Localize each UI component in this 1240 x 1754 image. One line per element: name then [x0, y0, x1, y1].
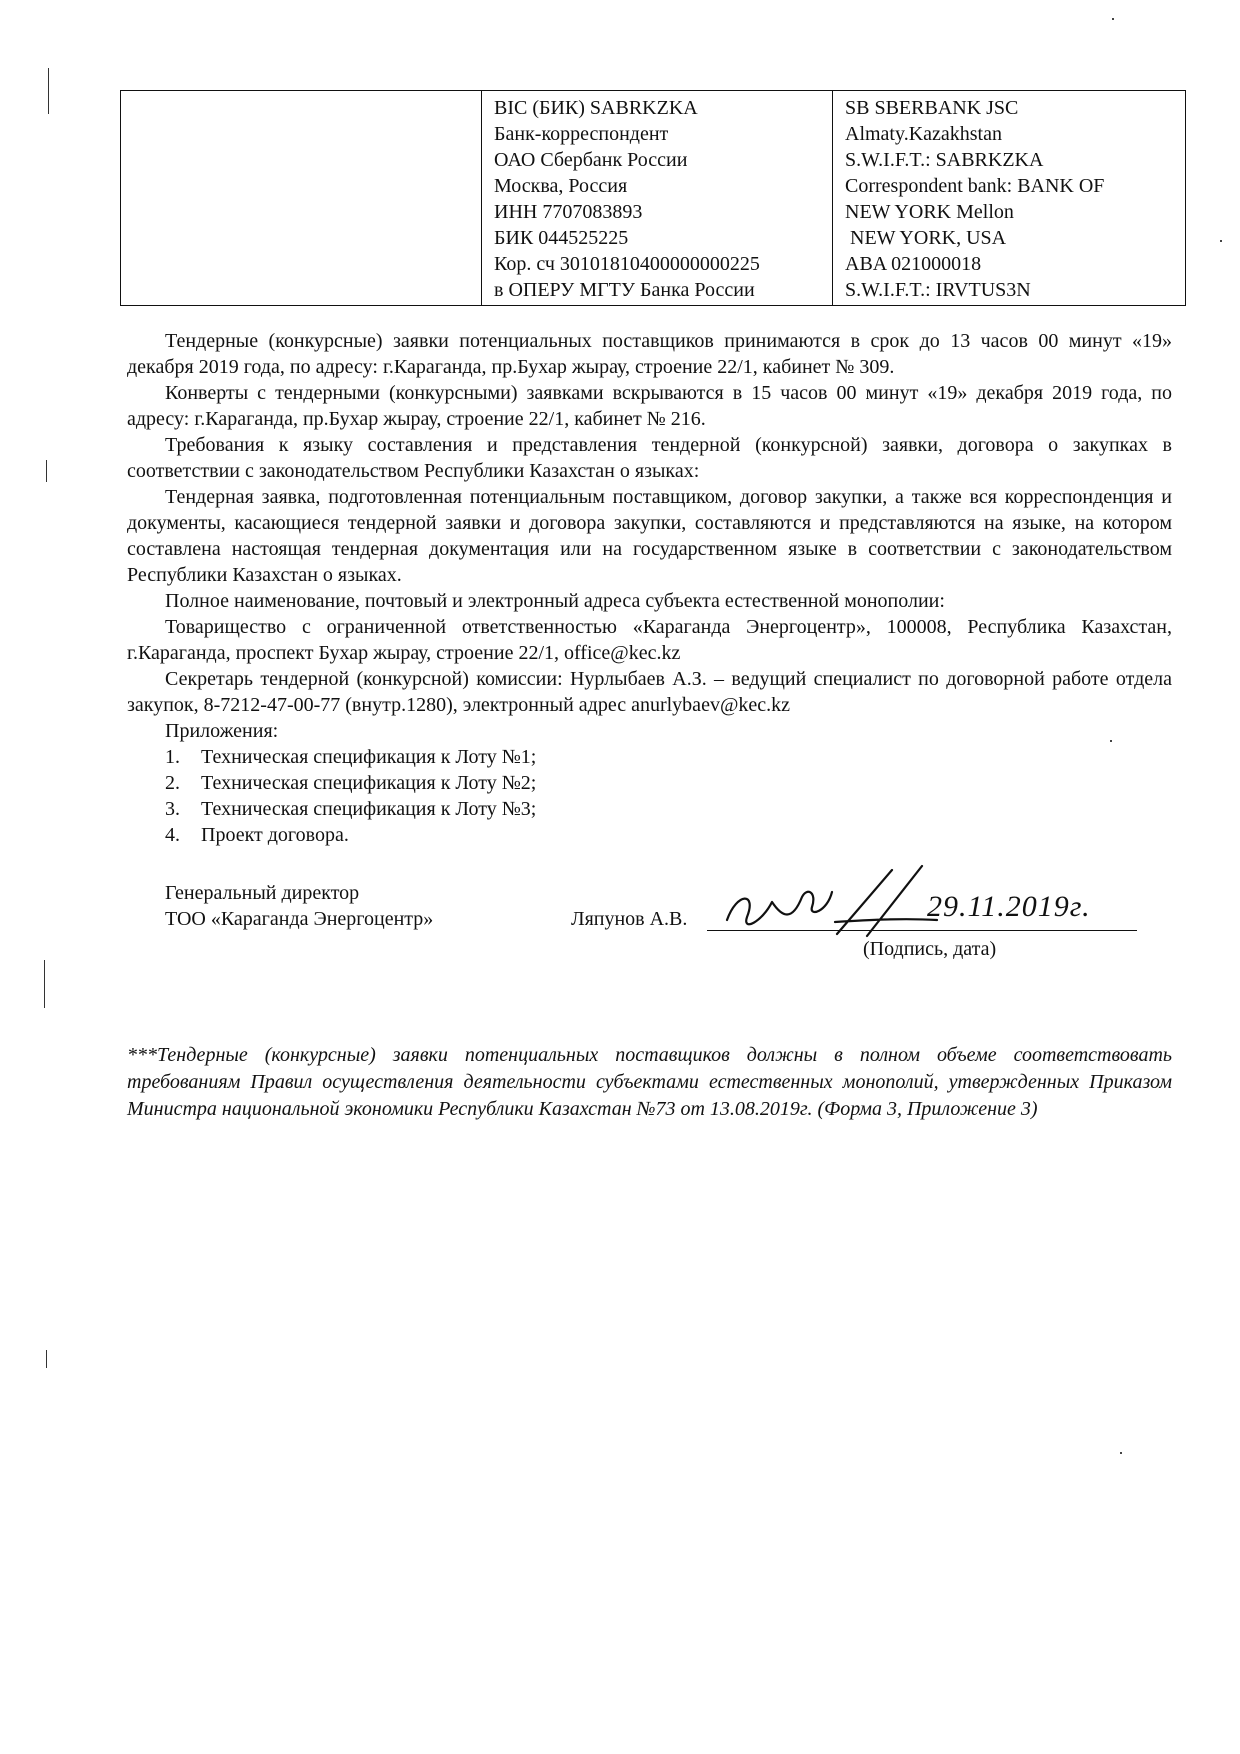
handwritten-signature-icon — [717, 862, 947, 940]
footnote: ***Тендерные (конкурсные) заявки потенциальных поставщиков должны в полном объеме соответствовать требованиям Правил осуществления деятельности субъектами естественных монополий, утвержденных Приказом Министра национальной экономики Республики Казахстан №73 от 13.08.2019г. (Форма 3, Приложение 3) — [127, 1044, 1172, 1120]
bank-line: Almaty.Kazakhstan — [845, 123, 1002, 145]
signature-caption: (Подпись, дата) — [863, 938, 997, 960]
list-item-number: 2. — [165, 772, 180, 794]
bank-line: BIC (БИК) SABRKZKA — [494, 97, 698, 119]
scan-artifact — [46, 460, 47, 482]
handwritten-date: 29.11.2019г. — [927, 890, 1091, 923]
paragraph-language-details: Тендерная заявка, подготовленная потенциальным поставщиком, договор закупки, а также вся корреспонденция и документы, касающиеся тендерной заявки и договора закупки, составляются и представляются на языке, на котором составлена настоящая тендерная документация или на государственном языке в соответствии с законодательством Республики Казахстан о языках. — [127, 486, 1172, 586]
signature-line — [707, 930, 1137, 931]
bank-line: S.W.I.F.T.: SABRKZKA — [845, 149, 1044, 171]
bank-line: SB SBERBANK JSC — [845, 97, 1019, 119]
list-item-text: Проект договора. — [201, 824, 349, 846]
scan-artifact — [1112, 18, 1114, 20]
bank-line: в ОПЕРУ МГТУ Банка России — [494, 279, 755, 301]
list-item — [127, 796, 1172, 822]
paragraph-language-requirements: Требования к языку составления и представления тендерной (конкурсной) заявки, договора о закупках в соответствии с законодательством Республики Казахстан о языках: — [127, 434, 1172, 482]
bank-line: NEW YORK Mellon — [845, 201, 1014, 223]
signature-block — [127, 880, 1172, 960]
bank-line: БИК 044525225 — [494, 227, 629, 249]
signatory-position: Генеральный директор — [165, 882, 360, 904]
bank-line: Кор. сч 30101810400000000225 — [494, 253, 760, 275]
list-item-number: 3. — [165, 798, 180, 820]
list-item-text: Техническая спецификация к Лоту №3; — [201, 798, 537, 820]
bank-line: Банк-корреспондент — [494, 123, 669, 145]
bank-details-table — [120, 90, 1186, 306]
signatory-position-block — [165, 880, 433, 932]
document-body — [127, 328, 1172, 848]
bank-table-correspondent-cell — [482, 91, 833, 306]
bank-line: S.W.I.F.T.: IRVTUS3N — [845, 279, 1031, 301]
list-item — [127, 770, 1172, 796]
paragraph-company-address: Товарищество с ограниченной ответственностью «Караганда Энергоцентр», 100008, Республика Казахстан, г.Караганда, проспект Бухар жырау, строение 22/1, office@kec.kz — [127, 616, 1172, 664]
scan-artifact — [44, 960, 45, 1008]
scan-artifact — [1120, 1452, 1122, 1454]
list-item-number: 1. — [165, 746, 180, 768]
bank-line: ИНН 7707083893 — [494, 201, 643, 223]
signatory-company: ТОО «Караганда Энергоцентр» — [165, 908, 434, 930]
list-item-text: Техническая спецификация к Лоту №1; — [201, 746, 537, 768]
scan-artifact — [48, 68, 49, 114]
bank-table-empty-cell — [121, 91, 482, 306]
paragraph-secretary: Секретарь тендерной (конкурсной) комиссии: Нурлыбаев А.З. – ведущий специалист по договорной работе отдела закупок, 8-7212-47-00-77 (внутр.1280), электронный адрес anurlybaev@kec.kz — [127, 668, 1172, 716]
signatory-name: Ляпунов А.В. — [571, 908, 688, 930]
bank-table-foreign-cell — [833, 91, 1186, 306]
bank-line: ОАО Сбербанк России — [494, 149, 688, 171]
paragraph-monopoly-address-heading: Полное наименование, почтовый и электронный адреса субъекта естественной монополии: — [165, 590, 945, 612]
list-item-text: Техническая спецификация к Лоту №2; — [201, 772, 537, 794]
list-item — [127, 744, 1172, 770]
attachments-list — [127, 744, 1172, 848]
scan-artifact — [1110, 740, 1112, 742]
scan-artifact — [1220, 240, 1222, 242]
paragraph-submission-deadline: Тендерные (конкурсные) заявки потенциальных поставщиков принимаются в срок до 13 часов 00 минут «19» декабря 2019 года, по адресу: г.Караганда, пр.Бухар жырау, строение 22/1, кабинет № 309. — [127, 330, 1172, 378]
paragraph-attachments-heading: Приложения: — [165, 720, 279, 742]
bank-details-row — [121, 91, 1186, 306]
bank-line: Correspondent bank: BANK OF — [845, 175, 1105, 197]
list-item-number: 4. — [165, 824, 180, 846]
bank-line: Москва, Россия — [494, 175, 628, 197]
bank-line: ABA 021000018 — [845, 253, 982, 275]
bank-line: NEW YORK, USA — [845, 227, 1007, 249]
scan-artifact — [46, 1350, 47, 1368]
list-item — [127, 822, 1172, 848]
paragraph-envelope-opening: Конверты с тендерными (конкурсными) заявками вскрываются в 15 часов 00 минут «19» декабря 2019 года, по адресу: г.Караганда, пр.Бухар жырау, строение 22/1, кабинет № 216. — [127, 382, 1172, 430]
